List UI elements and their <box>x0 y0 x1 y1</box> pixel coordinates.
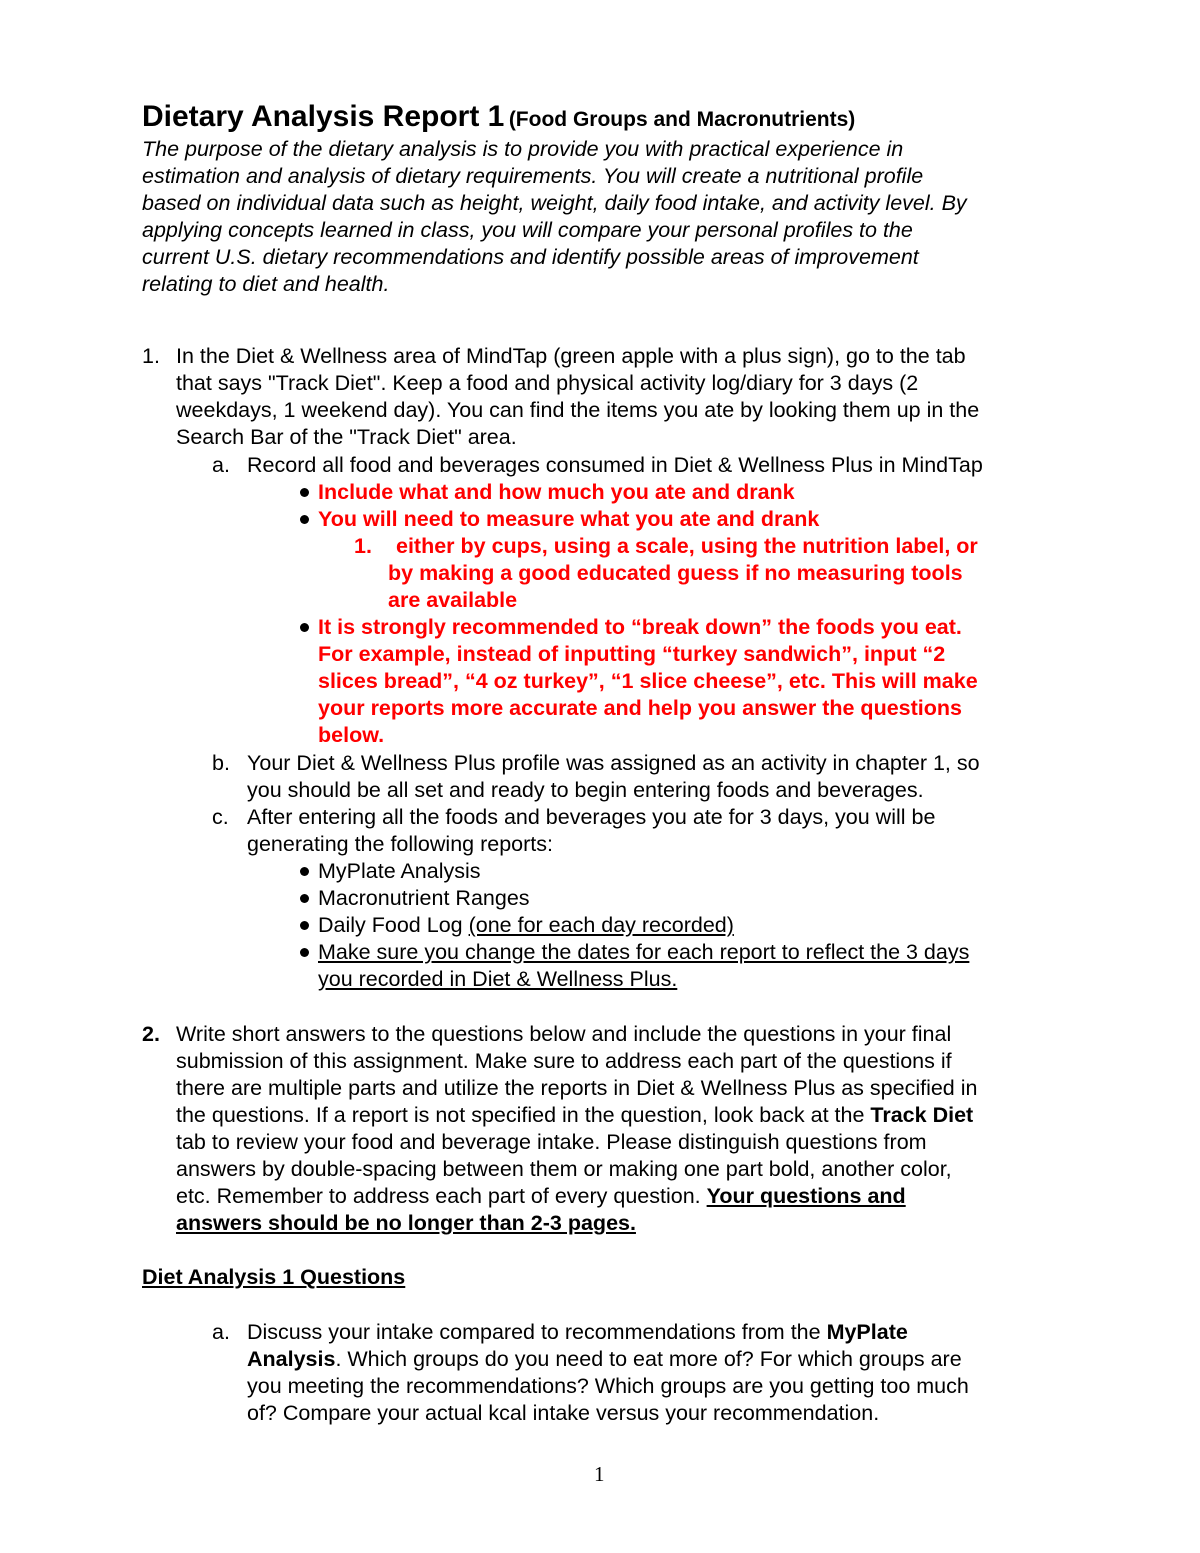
instruction-bullet: below. <box>318 723 385 747</box>
intro-line: based on individual data such as height, weight, daily food intake, and activity level. By <box>142 191 967 215</box>
item-1-marker: 1. <box>142 344 160 368</box>
item-2-line <box>176 1102 973 1129</box>
sub-item-marker: 1. <box>354 534 372 558</box>
report-item: Make sure you change the dates for each report to reflect the 3 days <box>318 940 970 964</box>
bullet-icon <box>300 623 309 632</box>
bullet-icon <box>300 894 309 903</box>
item-2-marker: 2. <box>142 1022 160 1046</box>
track-diet-term: Track Diet <box>870 1103 974 1127</box>
item-1c-line: After entering all the foods and beverages you ate for 3 days, you will be <box>247 805 936 829</box>
item-2-line: tab to review your food and beverage intake. Please distinguish questions from <box>176 1130 927 1154</box>
item-1b-line: Your Diet & Wellness Plus profile was assigned as an activity in chapter 1, so <box>247 751 980 775</box>
report-item-text: Daily Food Log <box>318 913 469 937</box>
question-a-text: . Which groups do you need to eat more of? For which groups are <box>335 1347 962 1371</box>
item-1-line: In the Diet & Wellness area of MindTap (green apple with a plus sign), go to the tab <box>176 344 966 368</box>
sub-item-line: either by cups, using a scale, using the nutrition label, or <box>396 534 978 558</box>
instruction-bullet: It is strongly recommended to “break down” the foods you eat. <box>318 615 962 639</box>
question-a-text: Discuss your intake compared to recommendations from the <box>247 1320 827 1344</box>
page-number: 1 <box>594 1462 605 1486</box>
item-1a-marker: a. <box>212 453 230 477</box>
item-2-line: submission of this assignment. Make sure to address each part of the questions if <box>176 1049 952 1073</box>
instruction-bullet: You will need to measure what you ate and drank <box>318 507 820 531</box>
intro-line: applying concepts learned in class, you will compare your personal profiles to the <box>142 218 913 242</box>
sub-item-line: by making a good educated guess if no measuring tools <box>388 561 963 585</box>
analysis-term: Analysis <box>247 1347 336 1371</box>
item-1b-marker: b. <box>212 751 230 775</box>
report-item: you recorded in Diet & Wellness Plus. <box>318 967 678 991</box>
intro-line: The purpose of the dietary analysis is to provide you with practical experience in <box>142 137 904 161</box>
item-2-line <box>176 1183 906 1210</box>
title-main: Dietary Analysis Report 1 <box>142 100 505 133</box>
item-2-line: there are multiple parts and utilize the reports in Diet & Wellness Plus as specified in <box>176 1076 978 1100</box>
item-2-text: the questions. If a report is not specified in the question, look back at the <box>176 1103 871 1127</box>
item-2-line: answers by double-spacing between them or making one part bold, another color, <box>176 1157 952 1181</box>
myplate-term: MyPlate <box>826 1320 908 1344</box>
question-a-line <box>247 1346 962 1373</box>
length-requirement: Your questions and <box>706 1184 906 1208</box>
instruction-bullet: For example, instead of inputting “turkey sandwich”, input “2 <box>318 642 946 666</box>
intro-line: current U.S. dietary recommendations and identify possible areas of improvement <box>142 245 919 269</box>
bullet-icon <box>300 867 309 876</box>
item-1-line: Search Bar of the "Track Diet" area. <box>176 425 517 449</box>
instruction-bullet: Include what and how much you ate and drank <box>318 480 795 504</box>
item-1-line: weekdays, 1 weekend day). You can find the items you ate by looking them up in the <box>176 398 980 422</box>
bullet-icon <box>300 488 309 497</box>
bullet-icon <box>300 921 309 930</box>
intro-line: relating to diet and health. <box>142 272 390 296</box>
bullet-icon <box>300 515 309 524</box>
question-a-line <box>247 1319 908 1346</box>
item-1a-text: Record all food and beverages consumed in Diet & Wellness Plus in MindTap <box>247 453 983 477</box>
item-2-line: Write short answers to the questions below and include the questions in your final <box>176 1022 952 1046</box>
report-title <box>142 100 855 134</box>
item-1c-marker: c. <box>212 805 229 829</box>
item-1c-line: generating the following reports: <box>247 832 553 856</box>
instruction-bullet: slices bread”, “4 oz turkey”, “1 slice cheese”, etc. This will make <box>318 669 978 693</box>
instruction-bullet: your reports more accurate and help you answer the questions <box>318 696 962 720</box>
question-a-marker: a. <box>212 1320 230 1344</box>
question-a-line: of? Compare your actual kcal intake versus your recommendation. <box>247 1401 880 1425</box>
item-2-text: etc. Remember to address each part of every question. <box>176 1184 707 1208</box>
report-item <box>318 912 734 939</box>
report-item: MyPlate Analysis <box>318 859 481 883</box>
item-1b-line: you should be all set and ready to begin entering foods and beverages. <box>247 778 924 802</box>
intro-line: estimation and analysis of dietary requirements. You will create a nutritional profile <box>142 164 924 188</box>
title-subtitle: (Food Groups and Macronutrients) <box>508 108 856 131</box>
question-a-line: you meeting the recommendations? Which groups are you getting too much <box>247 1374 969 1398</box>
sub-item-line: are available <box>388 588 518 612</box>
bullet-icon <box>300 948 309 957</box>
report-item-note: (one for each day recorded) <box>468 913 734 937</box>
length-requirement: answers should be no longer than 2-3 pages. <box>176 1211 636 1235</box>
report-item: Macronutrient Ranges <box>318 886 530 910</box>
questions-heading: Diet Analysis 1 Questions <box>142 1265 406 1289</box>
item-1-line: that says "Track Diet". Keep a food and physical activity log/diary for 3 days (2 <box>176 371 919 395</box>
